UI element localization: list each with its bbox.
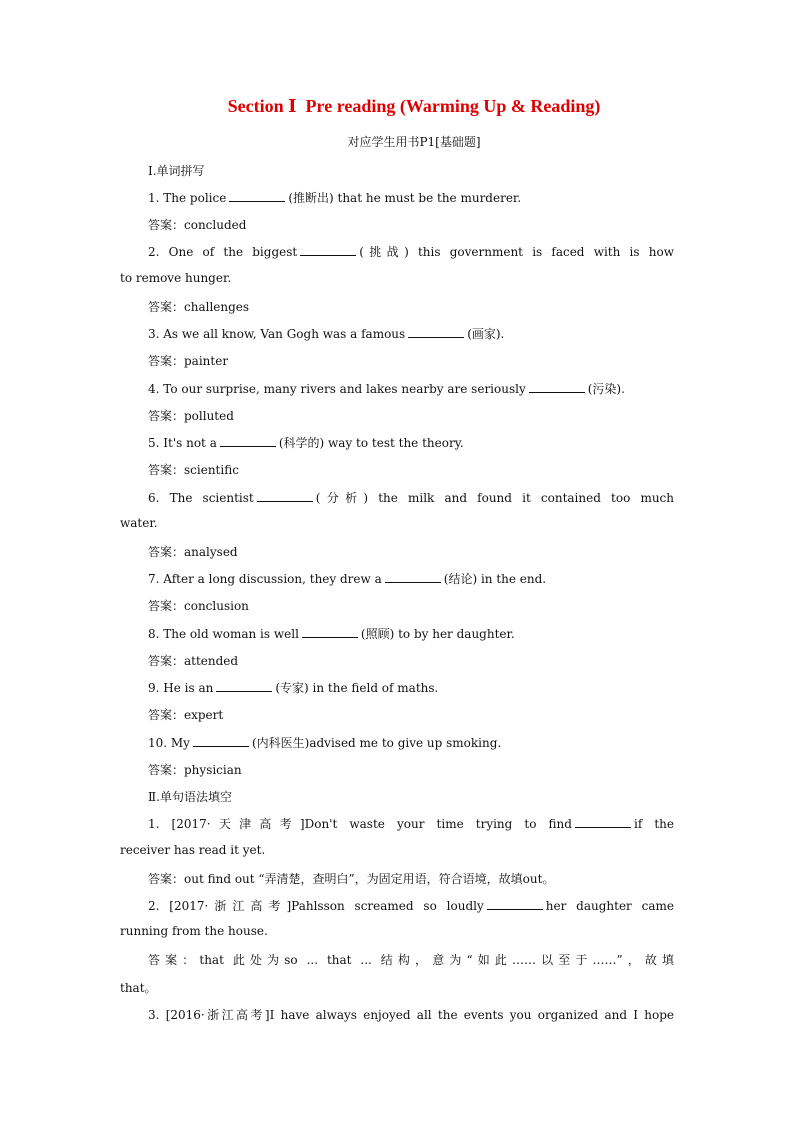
question-text: 1. The police <box>148 191 227 205</box>
answer-continuation: that。 <box>120 981 157 995</box>
question <box>148 434 464 451</box>
question-text: 7. After a long discussion, they drew a <box>148 572 382 586</box>
section-heading: Ⅰ.单词拼写 <box>148 164 205 178</box>
answer-blank <box>229 191 285 202</box>
question-text: 6. The scientist <box>148 491 254 505</box>
answer-blank <box>408 327 464 338</box>
answer-blank <box>385 572 441 583</box>
answer-blank <box>257 491 313 502</box>
answer: 答案：attended <box>148 654 239 668</box>
question <box>148 380 625 397</box>
question-text: (结论) in the end. <box>443 572 547 586</box>
answer: 答案：expert <box>148 708 224 722</box>
section-heading: Ⅱ.单句语法填空 <box>148 790 232 804</box>
question-text: her daughter came <box>545 899 674 913</box>
question <box>148 243 674 260</box>
question-text: 1. [2017·天津高考]Don't waste your time trying to find <box>148 817 572 831</box>
question-text: 4. To our surprise, many rivers and lakes nearby are seriously <box>148 382 526 396</box>
answer: 答案：scientific <box>148 463 239 477</box>
question-text: 2. [2017·浙江高考]Pahlsson screamed so loudly <box>148 899 484 913</box>
answer-blank <box>220 436 276 447</box>
answer-blank <box>300 245 356 256</box>
question-text: 3. As we all know, Van Gogh was a famous <box>148 327 406 341</box>
answer: 答案：painter <box>148 354 229 368</box>
question-text: 5. It's not a <box>148 436 217 450</box>
answer: 答案：out find out “弄清楚，查明白”，为固定用语，符合语境，故填out。 <box>148 872 555 886</box>
answer-blank <box>487 899 543 910</box>
question-text: 2. One of the biggest <box>148 245 298 259</box>
question-text: (专家) in the field of maths. <box>275 681 439 695</box>
question-text: 10. My <box>148 736 190 750</box>
question <box>148 570 546 587</box>
question-text: (照顾) to by her daughter. <box>360 627 515 641</box>
question-text: 8. The old woman is well <box>148 627 299 641</box>
question-continuation: running from the house. <box>120 924 268 938</box>
question <box>148 625 515 642</box>
answer-blank <box>193 736 249 747</box>
answer: 答案：physician <box>148 763 242 777</box>
question-text: 9. He is an <box>148 681 214 695</box>
answer: 答案：concluded <box>148 218 247 232</box>
answer: 答案：analysed <box>148 545 238 559</box>
answer-blank <box>575 817 631 828</box>
answer: 答案：challenges <box>148 300 250 314</box>
question: 3. [2016·浙江高考]I have always enjoyed all the events you organized and I hope <box>148 1008 674 1022</box>
question-text: (内科医生)advised me to give up smoking. <box>251 736 502 750</box>
answer: 答案：that 此处为so ... that ... 结构，意为“如此……以至于……”，故填 <box>148 953 674 967</box>
question-text: (科学的) way to test the theory. <box>278 436 464 450</box>
question-text: (推断出) that he must be the murderer. <box>288 191 522 205</box>
answer: 答案：polluted <box>148 409 234 423</box>
question <box>148 189 521 206</box>
question <box>148 489 674 506</box>
question-text: (污染). <box>587 382 625 396</box>
page-title: Section Ⅰ Pre reading (Warming Up & Reading) <box>227 96 601 116</box>
question <box>148 815 674 832</box>
answer: 答案：conclusion <box>148 599 249 613</box>
question-continuation: receiver has read it yet. <box>120 843 266 857</box>
question-text: (挑战) this government is faced with is how <box>359 245 674 259</box>
question-text: if the <box>633 817 675 831</box>
question-continuation: water. <box>120 516 158 530</box>
question <box>148 734 501 751</box>
page-subtitle: 对应学生用书P1[基础题] <box>347 135 481 149</box>
question <box>148 897 674 914</box>
question <box>148 679 438 696</box>
answer-blank <box>216 681 272 692</box>
question-text: (画家). <box>467 327 505 341</box>
question-continuation: to remove hunger. <box>120 271 232 285</box>
answer-blank <box>302 627 358 638</box>
question <box>148 325 504 342</box>
answer-blank <box>529 382 585 393</box>
question-text: (分析) the milk and found it contained too much <box>315 491 674 505</box>
